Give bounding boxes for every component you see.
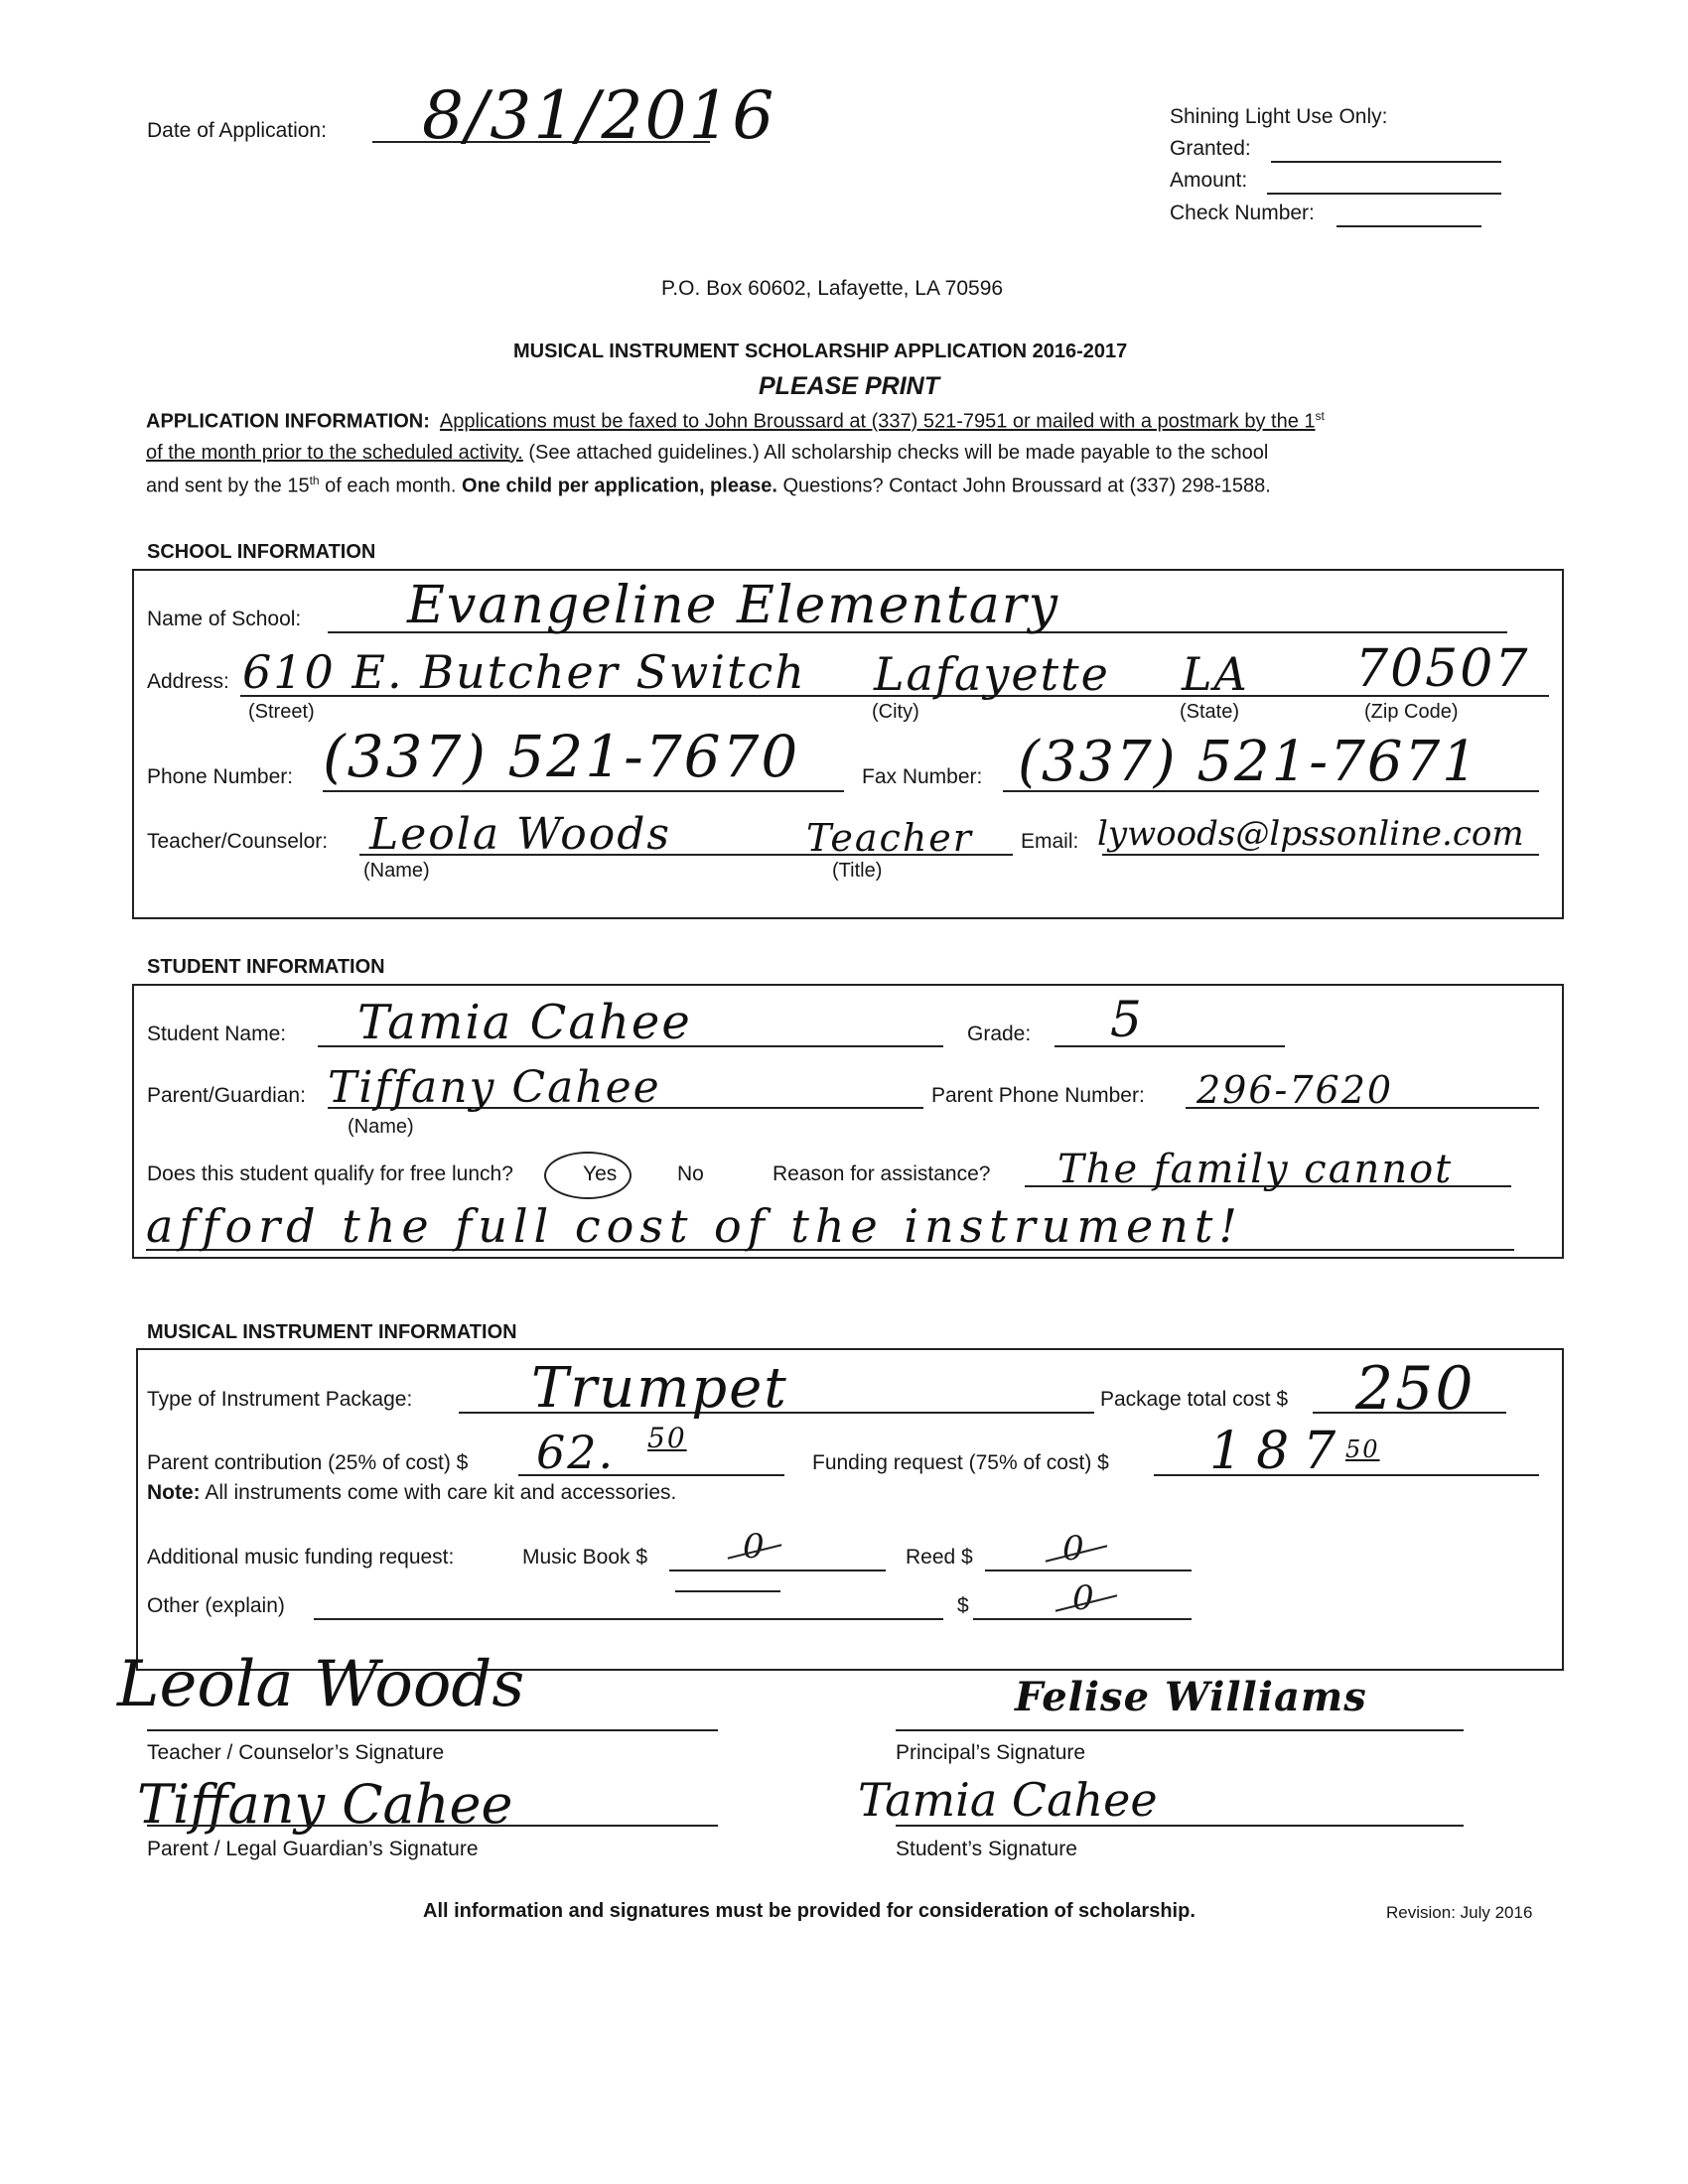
office-check-line <box>1336 225 1481 227</box>
phone-value: (337) 521-7670 <box>323 723 800 790</box>
teacher-signature-line[interactable] <box>147 1729 718 1731</box>
address-label: Address: <box>147 670 229 693</box>
grade-value: 5 <box>1110 991 1144 1048</box>
app-info-line-2: of the month prior to the scheduled activity. (See attached guidelines.) All scholarship checks will be made payable to the school <box>146 442 1269 464</box>
street-value: 610 E. Butcher Switch <box>242 645 806 699</box>
city-caption: (City) <box>872 701 919 723</box>
office-amount-line <box>1267 193 1501 195</box>
teacher-signature: Leola Woods <box>117 1648 525 1721</box>
fax-value: (337) 521-7671 <box>1018 730 1479 794</box>
free-lunch-no[interactable]: No <box>677 1162 704 1185</box>
reed-zero: 0 <box>1062 1529 1084 1569</box>
parent-signature-caption: Parent / Legal Guardian’s Signature <box>147 1838 479 1860</box>
parent-value: Tiffany Cahee <box>328 1062 661 1113</box>
reed-label: Reed $ <box>906 1546 973 1569</box>
reason-value-line-2: afford the full cost of the instrument! <box>146 1199 1243 1253</box>
principal-signature-caption: Principal’s Signature <box>896 1741 1086 1764</box>
email-value: lywoods@lpssonline.com <box>1097 814 1524 854</box>
student-signature-line[interactable] <box>896 1825 1464 1827</box>
funding-request-cents: 50 <box>1345 1435 1380 1463</box>
date-label: Date of Application: <box>147 119 327 142</box>
other-dollar-label: $ <box>957 1594 969 1617</box>
other-explain-line[interactable] <box>314 1618 943 1620</box>
date-value: 8/31/2016 <box>422 77 776 154</box>
student-signature: Tamia Cahee <box>858 1773 1158 1827</box>
parent-contribution-cents: 50 <box>647 1422 687 1454</box>
parent-phone-label: Parent Phone Number: <box>931 1084 1145 1107</box>
footer-notice: All information and signatures must be provided for consideration of scholarship. <box>423 1900 1196 1922</box>
please-print: PLEASE PRINT <box>759 372 939 400</box>
fax-label: Fax Number: <box>862 765 983 788</box>
funding-request-value: 187 <box>1209 1422 1350 1481</box>
music-book-label: Music Book $ <box>522 1546 648 1569</box>
school-name-label: Name of School: <box>147 608 302 630</box>
teacher-signature-caption: Teacher / Counselor’s Signature <box>147 1741 445 1764</box>
phone-label: Phone Number: <box>147 765 294 788</box>
po-box-address: P.O. Box 60602, Lafayette, LA 70596 <box>661 277 1004 300</box>
email-label: Email: <box>1021 830 1079 853</box>
principal-signature: Felise Williams <box>1015 1674 1367 1720</box>
reed-line[interactable] <box>985 1570 1192 1571</box>
email-line[interactable] <box>1102 854 1539 856</box>
grade-line[interactable] <box>1055 1045 1285 1047</box>
principal-signature-line[interactable] <box>896 1729 1464 1731</box>
zip-caption: (Zip Code) <box>1364 701 1459 723</box>
office-granted-label: Granted: <box>1170 137 1251 160</box>
student-section-title: STUDENT INFORMATION <box>147 956 385 978</box>
parent-phone-value: 296-7620 <box>1196 1068 1394 1112</box>
reason-value-line-1: The family cannot <box>1057 1147 1454 1192</box>
state-caption: (State) <box>1180 701 1240 723</box>
reason-label: Reason for assistance? <box>773 1162 991 1185</box>
city-value: Lafayette <box>874 647 1110 701</box>
instrument-note: Note: All instruments come with care kit and accessories. <box>147 1481 677 1504</box>
additional-funding-label: Additional music funding request: <box>147 1546 455 1569</box>
parent-contribution-value: 62. <box>536 1426 616 1479</box>
other-amount-line[interactable] <box>973 1618 1192 1620</box>
office-granted-line <box>1271 161 1501 163</box>
teacher-title-caption: (Title) <box>832 860 883 882</box>
instrument-section-title: MUSICAL INSTRUMENT INFORMATION <box>147 1321 517 1343</box>
other-explain-label: Other (explain) <box>147 1594 285 1617</box>
instrument-type-value: Trumpet <box>531 1356 788 1421</box>
school-name-value: Evangeline Elementary <box>407 576 1060 635</box>
parent-name-caption: (Name) <box>348 1116 414 1138</box>
teacher-title-value: Teacher <box>806 816 973 860</box>
student-name-label: Student Name: <box>147 1023 287 1045</box>
package-total-label: Package total cost $ <box>1100 1388 1289 1411</box>
free-lunch-question: Does this student qualify for free lunch? <box>147 1162 513 1185</box>
app-info-line-3: and sent by the 15th of each month. One child per application, please. Questions? Contact John Broussard at (337) 298-1588. <box>146 474 1271 497</box>
form-title: MUSICAL INSTRUMENT SCHOLARSHIP APPLICATION 2016-2017 <box>513 341 1128 362</box>
office-amount-label: Amount: <box>1170 169 1248 192</box>
funding-request-label: Funding request (75% of cost) $ <box>812 1451 1109 1474</box>
street-caption: (Street) <box>248 701 315 723</box>
phone-line[interactable] <box>323 790 844 792</box>
student-name-value: Tamia Cahee <box>357 995 692 1050</box>
music-book-zero: 0 <box>743 1527 765 1567</box>
other-zero: 0 <box>1072 1578 1094 1618</box>
office-check-label: Check Number: <box>1170 202 1315 224</box>
music-book-underline <box>675 1590 780 1592</box>
parent-label: Parent/Guardian: <box>147 1084 306 1107</box>
parent-signature-line[interactable] <box>147 1825 718 1827</box>
zip-value: 70507 <box>1355 639 1530 699</box>
parent-contribution-label: Parent contribution (25% of cost) $ <box>147 1451 469 1474</box>
music-book-line[interactable] <box>669 1570 886 1571</box>
free-lunch-yes[interactable]: Yes <box>583 1162 618 1185</box>
student-signature-caption: Student’s Signature <box>896 1838 1077 1860</box>
package-total-value: 250 <box>1355 1354 1476 1424</box>
revision-date: Revision: July 2016 <box>1386 1903 1533 1922</box>
school-section-title: SCHOOL INFORMATION <box>147 541 376 563</box>
parent-signature: Tiffany Cahee <box>137 1773 513 1836</box>
grade-label: Grade: <box>967 1023 1032 1045</box>
teacher-name-caption: (Name) <box>363 860 430 882</box>
teacher-label: Teacher/Counselor: <box>147 830 329 853</box>
state-value: LA <box>1182 647 1249 701</box>
teacher-name-value: Leola Woods <box>369 809 672 860</box>
app-info-line-1: APPLICATION INFORMATION: Applications must be faxed to John Broussard at (337) 521-7951 or mailed with a postmark by the 1st <box>146 409 1325 433</box>
instrument-type-label: Type of Instrument Package: <box>147 1388 413 1411</box>
office-use-title: Shining Light Use Only: <box>1170 105 1388 128</box>
